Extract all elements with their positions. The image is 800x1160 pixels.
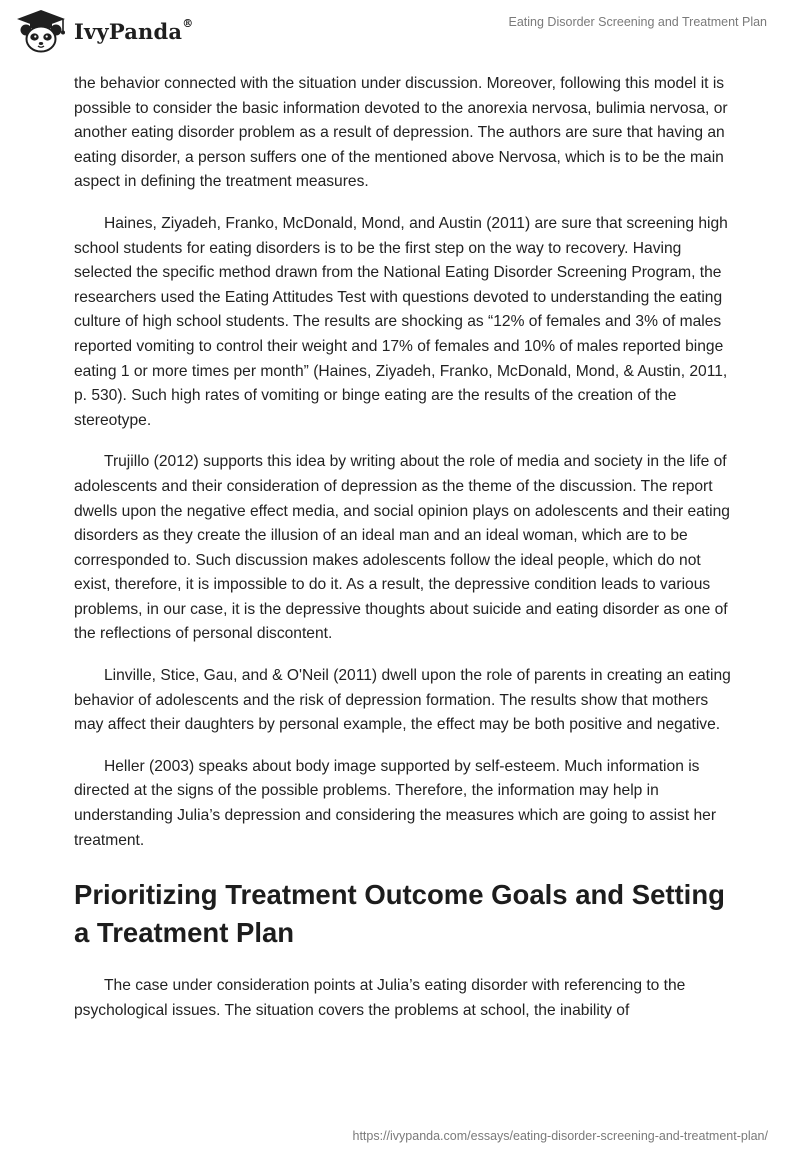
paragraph: Heller (2003) speaks about body image supported by self-esteem. Much information is directed at the signs of the possible problems. Therefore, the information may help in understanding Julia’s depression and considering the measures which are going to assist her treatment. xyxy=(74,757,717,849)
paragraph: Linville, Stice, Gau, and & O'Neil (2011) dwell upon the role of parents in creating an eating behavior of adolescents and the risk of depression formation. The results show that mothers may affect their daughters by personal example, the effect may be both positive and negative. xyxy=(74,667,731,734)
brand-name: IvyPanda® xyxy=(74,16,194,44)
paragraph: the behavior connected with the situation under discussion. Moreover, following this model it is possible to consider the basic information devoted to the anorexia nervosa, bulimia nervosa, or another eating disorder problem as a result of depression. The authors are sure that having an eating disorder, a person suffers one of the mentioned above Nervosa, which is to be the main aspect in defining the treatment measures. xyxy=(74,75,728,191)
section-heading: Prioritizing Treatment Outcome Goals and Setting a Treatment Plan xyxy=(74,879,725,949)
document-title: Eating Disorder Screening and Treatment Plan xyxy=(508,15,767,29)
source-url[interactable]: https://ivypanda.com/essays/eating-disorder-screening-and-treatment-plan/ xyxy=(352,1129,768,1143)
paragraph: Haines, Ziyadeh, Franko, McDonald, Mond, and Austin (2011) are sure that screening high school students for eating disorders is to be the first step on the way to recovery. Having selected the specific method drawn from the National Eating Disorder Screening Program, the researchers used the Eating Attitudes Test with questions devoted to understanding the eating culture of high school students. The results are shocking as “12% of females and 3% of males reported vomiting to control their weight and 17% of females and 10% of males reported binge eating 1 or more times per month” (Haines, Ziyadeh, Franko, McDonald, Mond, & Austin, 2011, p. 530). Such high rates of vomiting or binge eating are the results of the creation of the stereotype. xyxy=(74,214,728,429)
paragraph: The case under consideration points at Julia’s eating disorder with referencing to the psychological issues. The situation covers the problems at school, the inability of xyxy=(74,977,686,1019)
brand-logo[interactable] xyxy=(14,8,193,54)
panda-graduate-icon xyxy=(14,8,68,54)
paragraph: Trujillo (2012) supports this idea by writing about the role of media and society in the life of adolescents and their consideration of depression as the theme of the discussion. The report dwells upon the negative effect media, and social opinion plays on adolescents and their eating disorders as they create the illusion of an ideal man and an ideal woman, which are to be corresponded to. Such discussion makes adolescents follow the ideal people, which do not exist, therefore, it is impossible to do it. As a result, the depressive condition leads to various problems, in our case, it is the depressive thoughts about suicide and eating disorder as one of the reflections of personal discontent. xyxy=(74,453,730,643)
page-header xyxy=(0,0,800,66)
essay-content xyxy=(74,72,734,1040)
